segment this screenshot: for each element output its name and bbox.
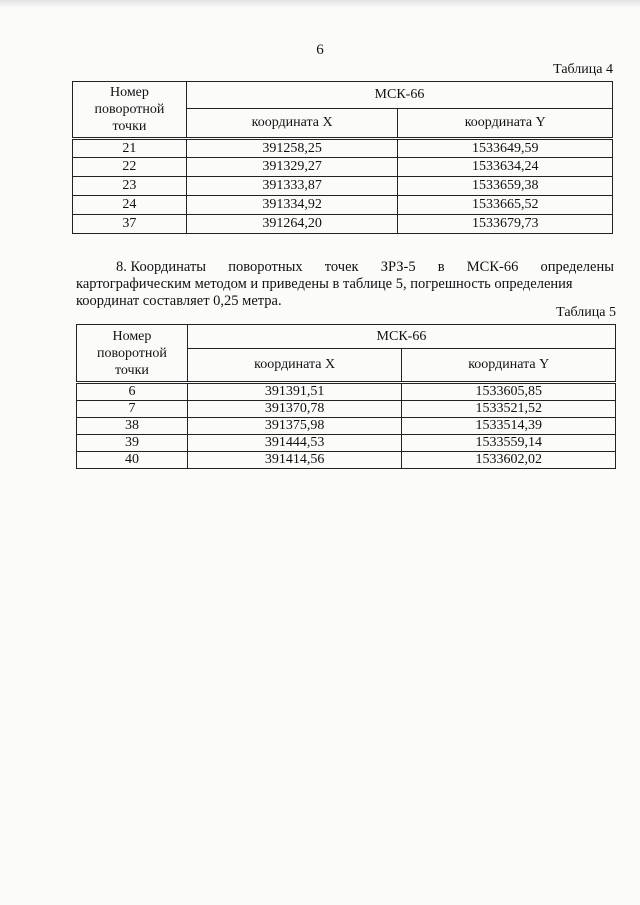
point-number-cell: 21 — [73, 139, 187, 158]
header-line: поворотной — [96, 345, 167, 361]
table-4-header-row-1 — [73, 82, 613, 109]
coord-y-cell: 1533679,73 — [398, 215, 613, 234]
coord-y-cell: 1533665,52 — [398, 196, 613, 215]
coord-x-cell: 391375,98 — [187, 418, 402, 435]
table-5-caption: Таблица 5 — [556, 305, 616, 320]
paragraph-word: МСК-66 — [466, 259, 519, 275]
header-line: Номер — [112, 328, 152, 344]
paragraph-line: картографическим методом и приведены в таблице 5, погрешность определения — [76, 276, 573, 292]
table-5-system-header: МСК-66 — [187, 325, 615, 349]
point-number-cell: 39 — [77, 435, 188, 452]
coord-y-cell: 1533605,85 — [402, 383, 616, 401]
point-number-cell: 40 — [77, 452, 188, 469]
coord-x-cell: 391333,87 — [186, 177, 398, 196]
paragraph-word: определены — [540, 259, 614, 275]
coord-y-cell: 1533559,14 — [402, 435, 616, 452]
table-row — [73, 215, 613, 234]
table-row — [77, 452, 616, 469]
coord-y-cell: 1533602,02 — [402, 452, 616, 469]
coord-x-cell: 391334,92 — [186, 196, 398, 215]
point-number-cell: 24 — [73, 196, 187, 215]
scan-edge-shadow — [0, 0, 640, 8]
coord-y-cell: 1533514,39 — [402, 418, 616, 435]
table-4-system-header: МСК-66 — [186, 82, 612, 109]
coord-x-cell: 391414,56 — [187, 452, 402, 469]
coord-x-cell: 391444,53 — [187, 435, 402, 452]
paragraph-word: ЗРЗ-5 — [380, 259, 416, 275]
paragraph-word: поворотных — [228, 259, 303, 275]
header-line: Номер — [109, 85, 149, 100]
paragraph-line — [76, 259, 614, 276]
coord-y-cell: 1533649,59 — [398, 139, 613, 158]
table-5 — [76, 324, 616, 469]
coord-x-cell: 391329,27 — [186, 158, 398, 177]
point-number-cell: 38 — [77, 418, 188, 435]
paragraph-word: в — [437, 259, 445, 275]
point-number-cell: 6 — [77, 383, 188, 401]
table-row — [77, 401, 616, 418]
table-5-coord-y-header: координата Y — [402, 349, 616, 383]
table-4-coord-y-header: координата Y — [398, 109, 613, 139]
page-number: 6 — [316, 42, 324, 58]
table-row — [77, 418, 616, 435]
paragraph-line: координат составляет 0,25 метра. — [76, 293, 282, 309]
table-4-caption: Таблица 4 — [553, 62, 613, 77]
table-row — [77, 435, 616, 452]
coord-y-cell: 1533659,38 — [398, 177, 613, 196]
table-5-point-number-header — [77, 325, 188, 383]
header-line: поворотной — [94, 102, 165, 117]
coord-x-cell: 391370,78 — [187, 401, 402, 418]
table-row — [73, 158, 613, 177]
coord-y-cell: 1533634,24 — [398, 158, 613, 177]
coord-x-cell: 391258,25 — [186, 139, 398, 158]
paragraph-8 — [76, 259, 614, 310]
table-row — [73, 177, 613, 196]
table-4-coord-x-header: координата X — [186, 109, 398, 139]
point-number-cell: 22 — [73, 158, 187, 177]
header-line: точки — [112, 119, 147, 134]
header-line: точки — [114, 362, 149, 378]
table-row — [73, 139, 613, 158]
coord-x-cell: 391264,20 — [186, 215, 398, 234]
table-row — [77, 383, 616, 401]
paragraph-word: 8. Координаты — [116, 259, 207, 275]
point-number-cell: 7 — [77, 401, 188, 418]
table-4 — [72, 81, 613, 234]
coord-x-cell: 391391,51 — [187, 383, 402, 401]
point-number-cell: 37 — [73, 215, 187, 234]
paragraph-word: точек — [324, 259, 359, 275]
coord-y-cell: 1533521,52 — [402, 401, 616, 418]
table-5-coord-x-header: координата X — [187, 349, 402, 383]
table-5-header-row-1 — [77, 325, 616, 349]
point-number-cell: 23 — [73, 177, 187, 196]
table-4-point-number-header — [73, 82, 187, 139]
table-row — [73, 196, 613, 215]
